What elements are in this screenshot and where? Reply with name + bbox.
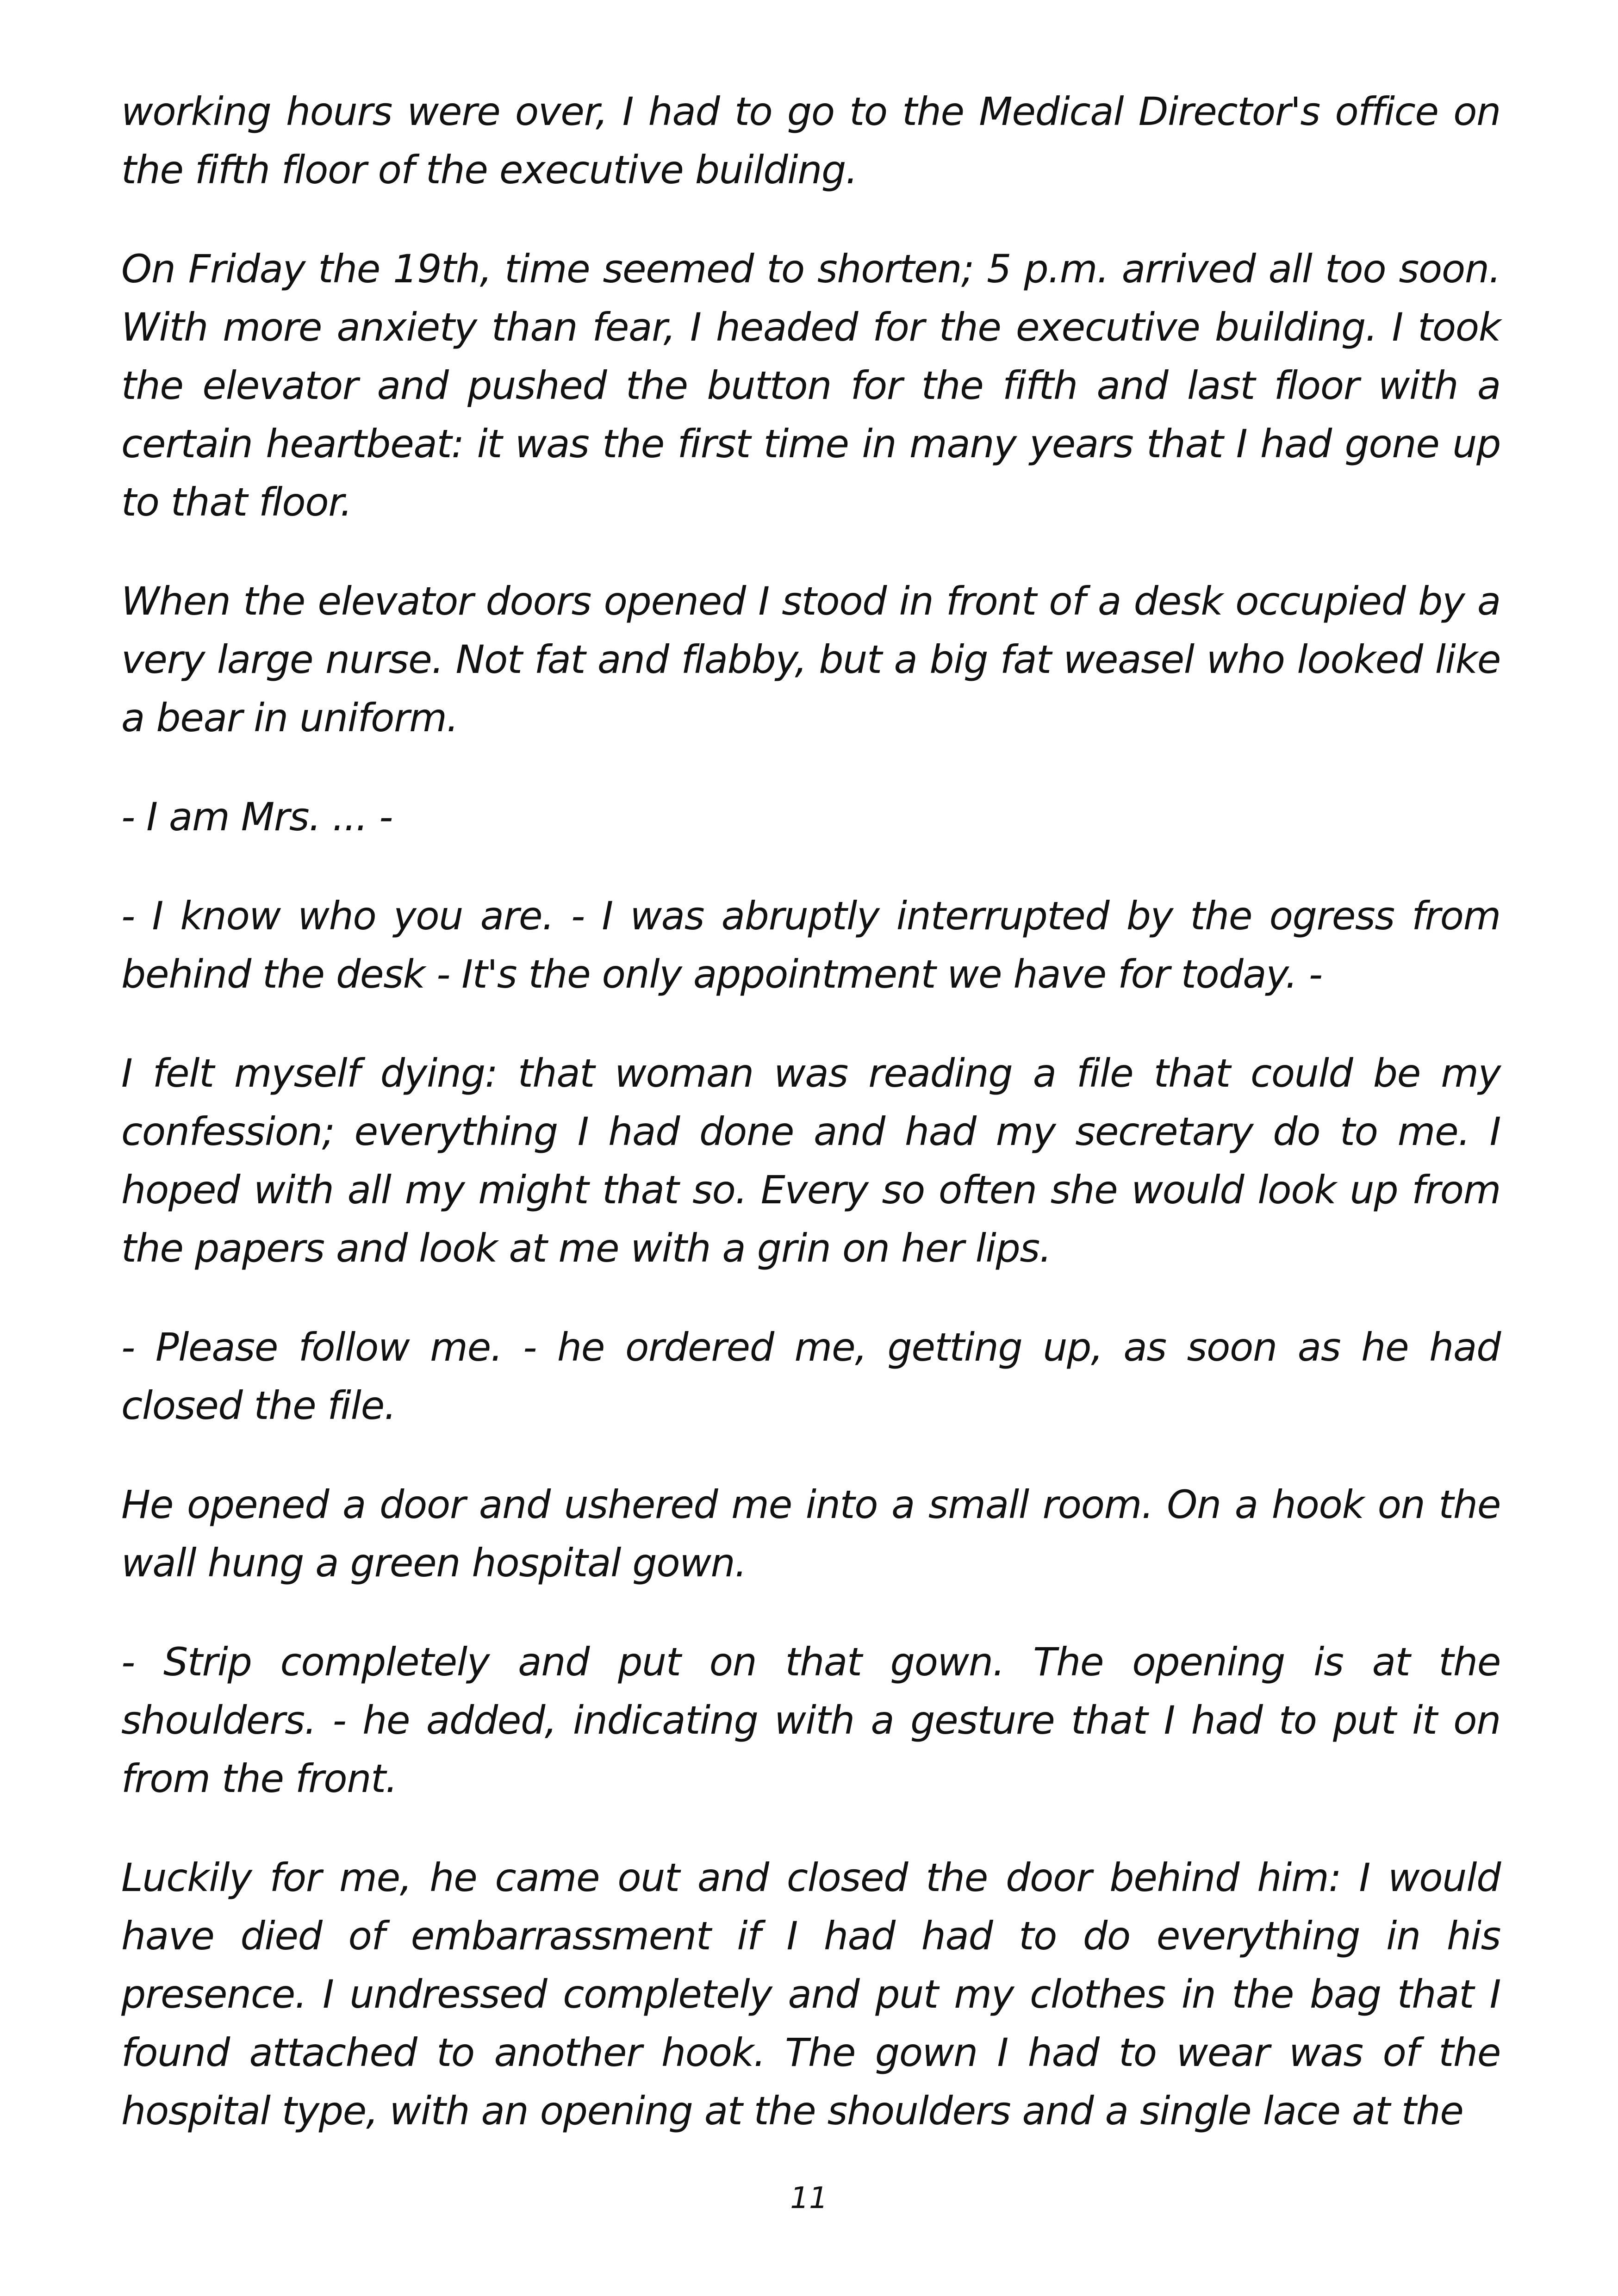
paragraph: - I am Mrs. ... - [121, 794, 392, 840]
paragraph: He opened a door and ushered me into a small room. On a hook on the wall hung a green hospital gown. [121, 1482, 1500, 1586]
paragraph: When the elevator doors opened I stood in front of a desk occupied by a very large nurse. Not fat and flabby, but a big fat weasel who looked like a bear in uniform. [121, 579, 1500, 740]
paragraph: - I know who you are. - I was abruptly interrupted by the ogress from behind the desk - It's the only appointment we have for today. - [121, 893, 1500, 997]
paragraph: On Friday the 19th, time seemed to shorten; 5 p.m. arrived all too soon. With more anxiety than fear, I headed for the executive building. I took the elevator and pushed the button for the fifth and last floor with a certain heartbeat: it was the first time in many years that I had gone up to that floor. [121, 246, 1500, 525]
paragraph: working hours were over, I had to go to the Medical Director's office on the fifth floor of the executive building. [121, 89, 1500, 193]
page-number: 11 [790, 2181, 828, 2215]
paragraph: I felt myself dying: that woman was reading a file that could be my confession; everything I had done and had my secretary do to me. I hoped with all my might that so. Every so often she would look up from the papers and look at me with a grin on her lips. [121, 1051, 1500, 1271]
paragraph: - Strip completely and put on that gown. The opening is at the shoulders. - he added, indicating with a gesture that I had to put it on from the front. [121, 1639, 1500, 1801]
body-text [121, 82, 1500, 2140]
paragraph: - Please follow me. - he ordered me, getting up, as soon as he had closed the file. [121, 1325, 1500, 1428]
paragraph: Luckily for me, he came out and closed the door behind him: I would have died of embarrassment if I had had to do everything in his presence. I undressed completely and put my clothes in the bag that I found attached to another hook. The gown I had to wear was of the hospital type, with an opening at the shoulders and a single lace at the [121, 1855, 1500, 2134]
